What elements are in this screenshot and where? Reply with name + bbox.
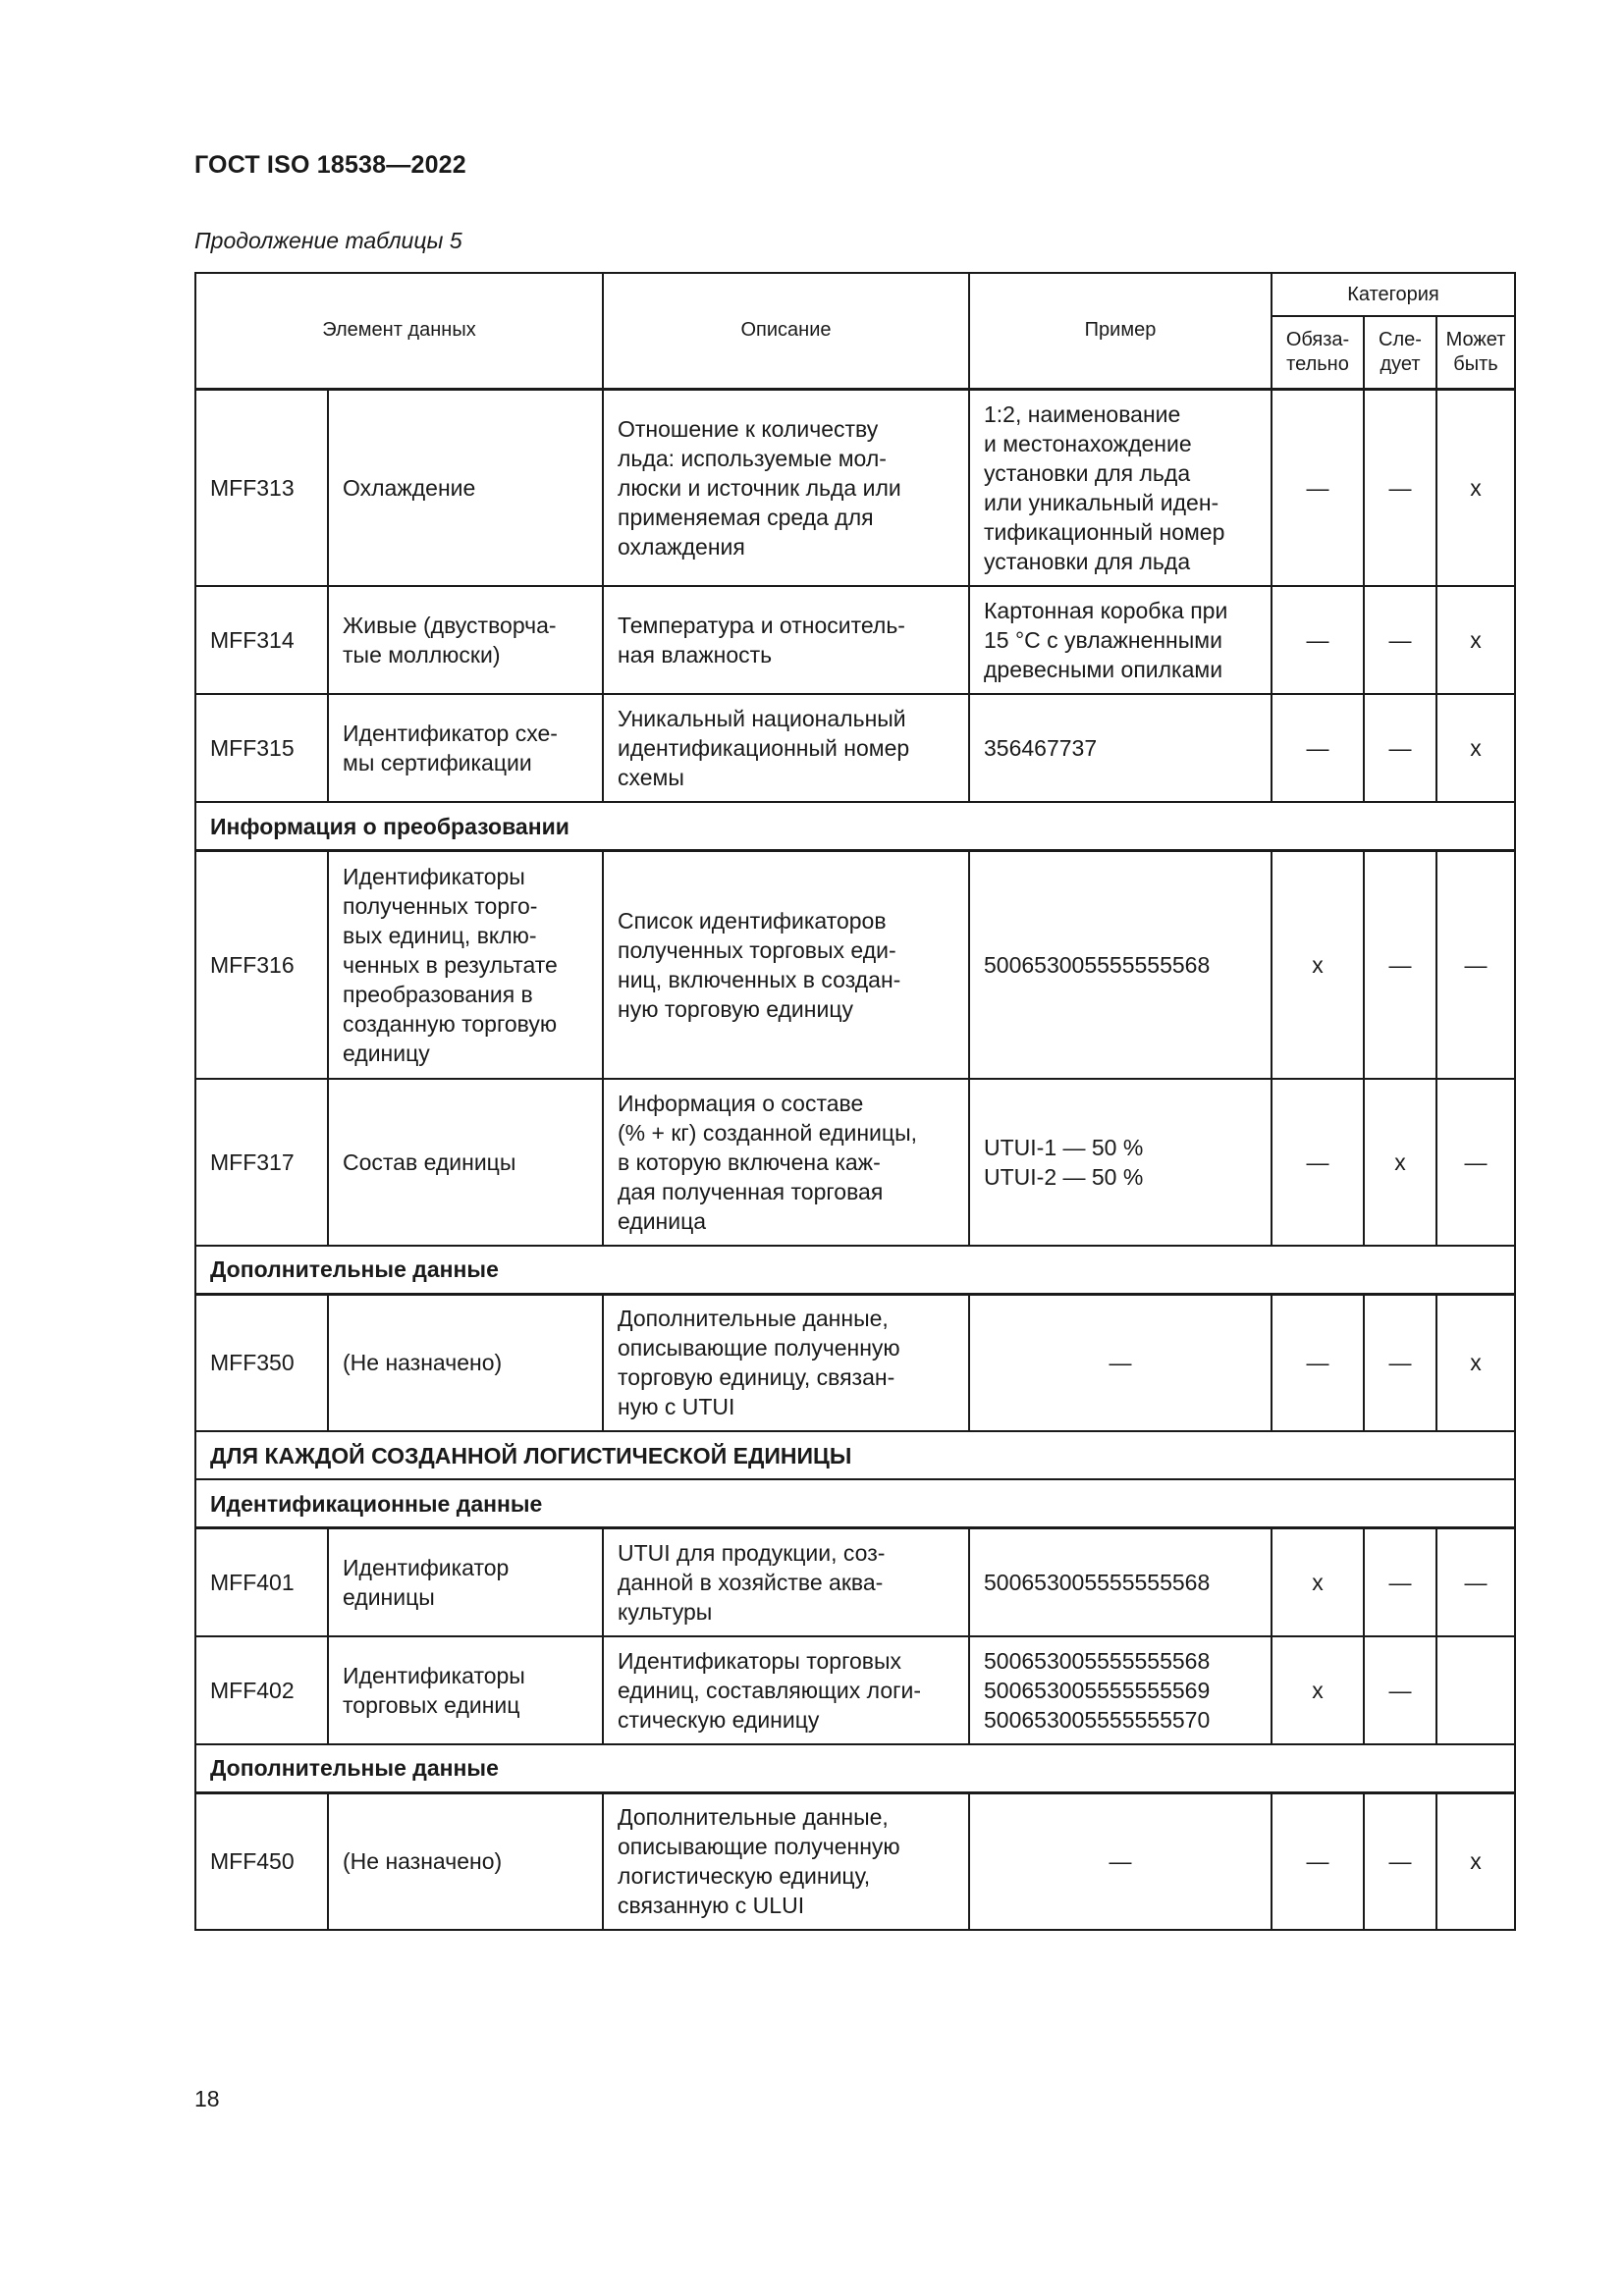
category-required: —: [1272, 586, 1364, 694]
category-should: —: [1364, 1294, 1436, 1431]
category-required: —: [1272, 389, 1364, 586]
category-may: [1436, 1636, 1515, 1744]
section-title: Информация о преобразовании: [195, 802, 1515, 851]
col-header-example: Пример: [969, 273, 1272, 389]
category-may: х: [1436, 389, 1515, 586]
element-description: Информация о составе (% + кг) созданной единицы, в которую включена каж- дая полученная торговая единица: [603, 1079, 969, 1246]
element-name: Идентификатор единицы: [328, 1528, 603, 1636]
header-row: [195, 273, 1515, 316]
table-caption: Продолжение таблицы 5: [194, 228, 462, 253]
table-row: [195, 389, 1515, 586]
data-elements-table: [194, 272, 1516, 1931]
category-required: —: [1272, 1792, 1364, 1930]
element-example: 356467737: [969, 694, 1272, 802]
category-should: —: [1364, 389, 1436, 586]
element-example: —: [969, 1294, 1272, 1431]
table-row: [195, 1294, 1515, 1431]
section-row: [195, 1246, 1515, 1295]
element-description: Температура и относитель- ная влажность: [603, 586, 969, 694]
element-description: Отношение к количеству льда: используемые мол- люски и источник льда или применяемая среда для охлаждения: [603, 389, 969, 586]
category-may: х: [1436, 1294, 1515, 1431]
element-code: MFF402: [195, 1636, 328, 1744]
category-required: —: [1272, 1294, 1364, 1431]
section-title: Идентификационные данные: [195, 1479, 1515, 1528]
category-required: х: [1272, 851, 1364, 1079]
category-should: х: [1364, 1079, 1436, 1246]
col-header-description: Описание: [603, 273, 969, 389]
col-header-may: Может быть: [1436, 316, 1515, 389]
table-row: [195, 1636, 1515, 1744]
document-title: ГОСТ ISO 18538—2022: [194, 151, 466, 179]
category-required: —: [1272, 694, 1364, 802]
category-should: —: [1364, 1636, 1436, 1744]
section-row: [195, 1431, 1515, 1479]
category-should: —: [1364, 694, 1436, 802]
category-should: —: [1364, 1528, 1436, 1636]
element-code: MFF450: [195, 1792, 328, 1930]
element-description: UTUI для продукции, соз- данной в хозяйстве аква- культуры: [603, 1528, 969, 1636]
section-title: Дополнительные данные: [195, 1744, 1515, 1793]
category-may: х: [1436, 694, 1515, 802]
element-name: Охлаждение: [328, 389, 603, 586]
category-may: х: [1436, 586, 1515, 694]
table-row: [195, 586, 1515, 694]
col-header-category: Категория: [1272, 273, 1515, 316]
element-example: 500653005555555568: [969, 1528, 1272, 1636]
element-name: Живые (двустворча- тые моллюски): [328, 586, 603, 694]
table-row: [195, 1792, 1515, 1930]
element-example: UTUI-1 — 50 % UTUI-2 — 50 %: [969, 1079, 1272, 1246]
element-description: Уникальный национальный идентификационный номер схемы: [603, 694, 969, 802]
category-required: х: [1272, 1636, 1364, 1744]
col-header-element: Элемент данных: [195, 273, 603, 389]
section-row: [195, 1744, 1515, 1793]
table-row: [195, 1528, 1515, 1636]
element-code: MFF401: [195, 1528, 328, 1636]
element-code: MFF314: [195, 586, 328, 694]
category-should: —: [1364, 851, 1436, 1079]
element-description: Идентификаторы торговых единиц, составляющих логи- стическую единицу: [603, 1636, 969, 1744]
category-may: —: [1436, 1079, 1515, 1246]
element-code: MFF315: [195, 694, 328, 802]
section-title: ДЛЯ КАЖДОЙ СОЗДАННОЙ ЛОГИСТИЧЕСКОЙ ЕДИНИЦЫ: [195, 1431, 1515, 1479]
section-row: [195, 802, 1515, 851]
category-should: —: [1364, 586, 1436, 694]
element-name: (Не назначено): [328, 1294, 603, 1431]
table-row: [195, 694, 1515, 802]
element-example: Картонная коробка при 15 °С с увлажненными древесными опилками: [969, 586, 1272, 694]
col-header-should: Сле- дует: [1364, 316, 1436, 389]
element-name: (Не назначено): [328, 1792, 603, 1930]
element-example: —: [969, 1792, 1272, 1930]
element-code: MFF316: [195, 851, 328, 1079]
element-example: 500653005555555568 500653005555555569 500653005555555570: [969, 1636, 1272, 1744]
element-example: 500653005555555568: [969, 851, 1272, 1079]
category-may: —: [1436, 1528, 1515, 1636]
category-may: х: [1436, 1792, 1515, 1930]
element-name: Состав единицы: [328, 1079, 603, 1246]
category-required: х: [1272, 1528, 1364, 1636]
element-description: Дополнительные данные, описывающие полученную логистическую единицу, связанную с ULUI: [603, 1792, 969, 1930]
category-required: —: [1272, 1079, 1364, 1246]
element-code: MFF313: [195, 389, 328, 586]
table-row: [195, 851, 1515, 1079]
element-example: 1:2, наименование и местонахождение установки для льда или уникальный иден- тификационный номер установки для льда: [969, 389, 1272, 586]
element-code: MFF317: [195, 1079, 328, 1246]
element-name: Идентификаторы торговых единиц: [328, 1636, 603, 1744]
element-name: Идентификатор схе- мы сертификации: [328, 694, 603, 802]
table-row: [195, 1079, 1515, 1246]
element-name: Идентификаторы полученных торго- вых единиц, вклю- ченных в результате преобразования в созданную торговую единицу: [328, 851, 603, 1079]
element-description: Список идентификаторов полученных торговых еди- ниц, включенных в создан- ную торговую единицу: [603, 851, 969, 1079]
col-header-required: Обяза- тельно: [1272, 316, 1364, 389]
category-may: —: [1436, 851, 1515, 1079]
page-number: 18: [194, 2086, 220, 2111]
section-title: Дополнительные данные: [195, 1246, 1515, 1295]
element-code: MFF350: [195, 1294, 328, 1431]
section-row: [195, 1479, 1515, 1528]
element-description: Дополнительные данные, описывающие полученную торговую единицу, связан- ную с UTUI: [603, 1294, 969, 1431]
category-should: —: [1364, 1792, 1436, 1930]
